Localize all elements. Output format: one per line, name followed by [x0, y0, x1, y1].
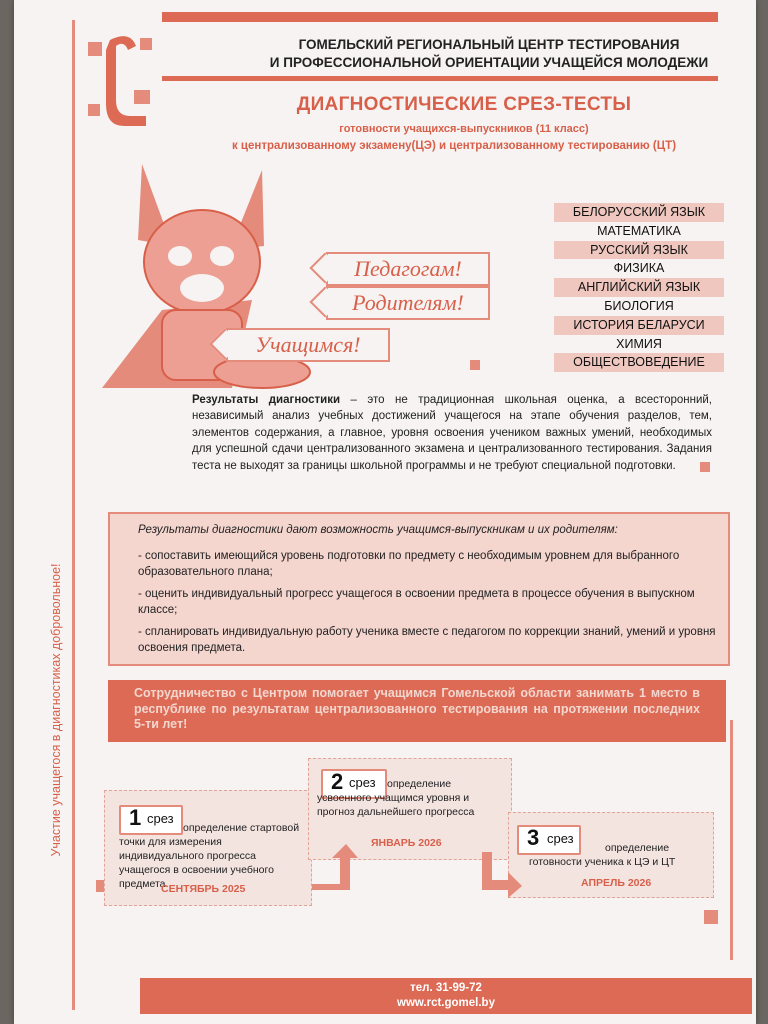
benefit-item: - спланировать индивидуальную работу ученика вместе с педагогом по коррекции знаний, умений и уровня освоения предмета. [138, 626, 716, 654]
stage-arrow-down-icon [474, 852, 524, 900]
stage-1-description: определение стартовой точки для измерения индивидуального прогресса учащегося в освоении учебного предмета [119, 822, 300, 890]
right-border-line [730, 720, 733, 960]
flyer-sheet [14, 0, 756, 1024]
stage-1-card [104, 790, 312, 906]
deco-square [704, 910, 718, 924]
stage-2-date: ЯНВАРЬ 2026 [371, 837, 442, 849]
org-line-2: И ПРОФЕССИОНАЛЬНОЙ ОРИЕНТАЦИИ УЧАЩЕЙСЯ МОЛОДЕЖИ [269, 55, 709, 70]
stage-3-label: срез [547, 831, 574, 846]
stage-1-label: срез [147, 811, 174, 826]
subject-item: ФИЗИКА [613, 261, 665, 276]
stage-2-description: определение усвоенного учащимся уровня и прогноз дальнейшего прогресса [317, 778, 475, 818]
benefits-box [108, 512, 730, 666]
stage-3-number: 3 [527, 825, 540, 850]
benefit-item: - оценить индивидуальный прогресс учащегося в освоении предмета в процессе обучения в выпускном классе; [138, 588, 695, 616]
subject-item: БИОЛОГИЯ [604, 298, 674, 313]
ribbon-teachers: Педагогам! [326, 252, 490, 286]
stage-3-description: определение готовности ученика к ЦЭ и ЦТ [529, 842, 676, 868]
stage-1-date: СЕНТЯБРЬ 2025 [161, 883, 246, 895]
footer-phone: тел. 31-99-72 [410, 982, 482, 994]
org-line-1: ГОМЕЛЬСКИЙ РЕГИОНАЛЬНЫЙ ЦЕНТР ТЕСТИРОВАНИЯ [298, 37, 680, 52]
voluntary-note-text: Участие учащегося в диагностиках добровольное! [49, 563, 63, 857]
subject-list [554, 203, 724, 372]
stage-arrow-up-icon [308, 840, 358, 890]
subject-item: АНГЛИЙСКИЙ ЯЗЫК [554, 278, 724, 297]
subject-item: БЕЛОРУССКИЙ ЯЗЫК [554, 203, 724, 222]
stage-2-number: 2 [331, 769, 344, 794]
ribbon-students: Учащимся! [226, 328, 390, 362]
page-title: ДИАГНОСТИЧЕСКИЕ СРЕЗ-ТЕСТЫ [296, 94, 632, 115]
voluntary-note [36, 520, 76, 900]
subtitle-grade: готовности учащихся-выпускников (11 класс) [339, 123, 589, 135]
achievement-banner: Сотрудничество с Центром помогает учащимся Гомельской области занимать 1 место в республике по результатам централизованного тестирования на протяжении последних 5-ти лет! [108, 680, 726, 742]
subtitle-exams: к централизованному экзамену(ЦЭ) и централизованному тестированию (ЦТ) [231, 140, 677, 152]
contact-footer [140, 978, 752, 1014]
lynx-mascot-illustration [102, 160, 312, 400]
stage-3-card [508, 812, 714, 898]
stage-2-label: срез [349, 775, 376, 790]
subject-item: МАТЕМАТИКА [597, 223, 681, 238]
description-text: – это не традиционная школьная оценка, а всесторонний, независимый анализ учебных достижений учащегося на этапе обучения разделов, тем, элементов содержания, а главное, уровня освоения учеником важных умений, необходимых для успешной сдачи централизованного экзамена и централизованного тестирования. Задания теста не выходят за границы школьной программы и не требуют специальной подготовки. [192, 394, 712, 472]
subject-item: ИСТОРИЯ БЕЛАРУСИ [554, 316, 724, 335]
benefits-heading: Результаты диагностики дают возможность учащимся-выпускникам и их родителям: [138, 524, 618, 536]
footer-website: www.rct.gomel.by [397, 997, 495, 1009]
top-bar [162, 12, 718, 22]
stage-3-date: АПРЕЛЬ 2026 [581, 877, 652, 889]
subject-item: ХИМИЯ [616, 336, 662, 351]
subject-item: РУССКИЙ ЯЗЫК [554, 241, 724, 260]
description-lead: Результаты диагностики [192, 394, 341, 406]
ribbon-parents: Родителям! [326, 286, 490, 320]
deco-square [470, 360, 480, 370]
header-underline [162, 76, 718, 81]
organization-name [254, 36, 724, 72]
stage-1-number: 1 [129, 805, 142, 830]
subject-item: ОБЩЕСТВОВЕДЕНИЕ [554, 353, 724, 372]
benefit-item: - сопоставить имеющийся уровень подготовки по предмету с необходимым уровнем для выбранного образовательного плана; [138, 550, 680, 578]
center-logo [80, 30, 162, 134]
diagnostics-description [192, 392, 712, 474]
